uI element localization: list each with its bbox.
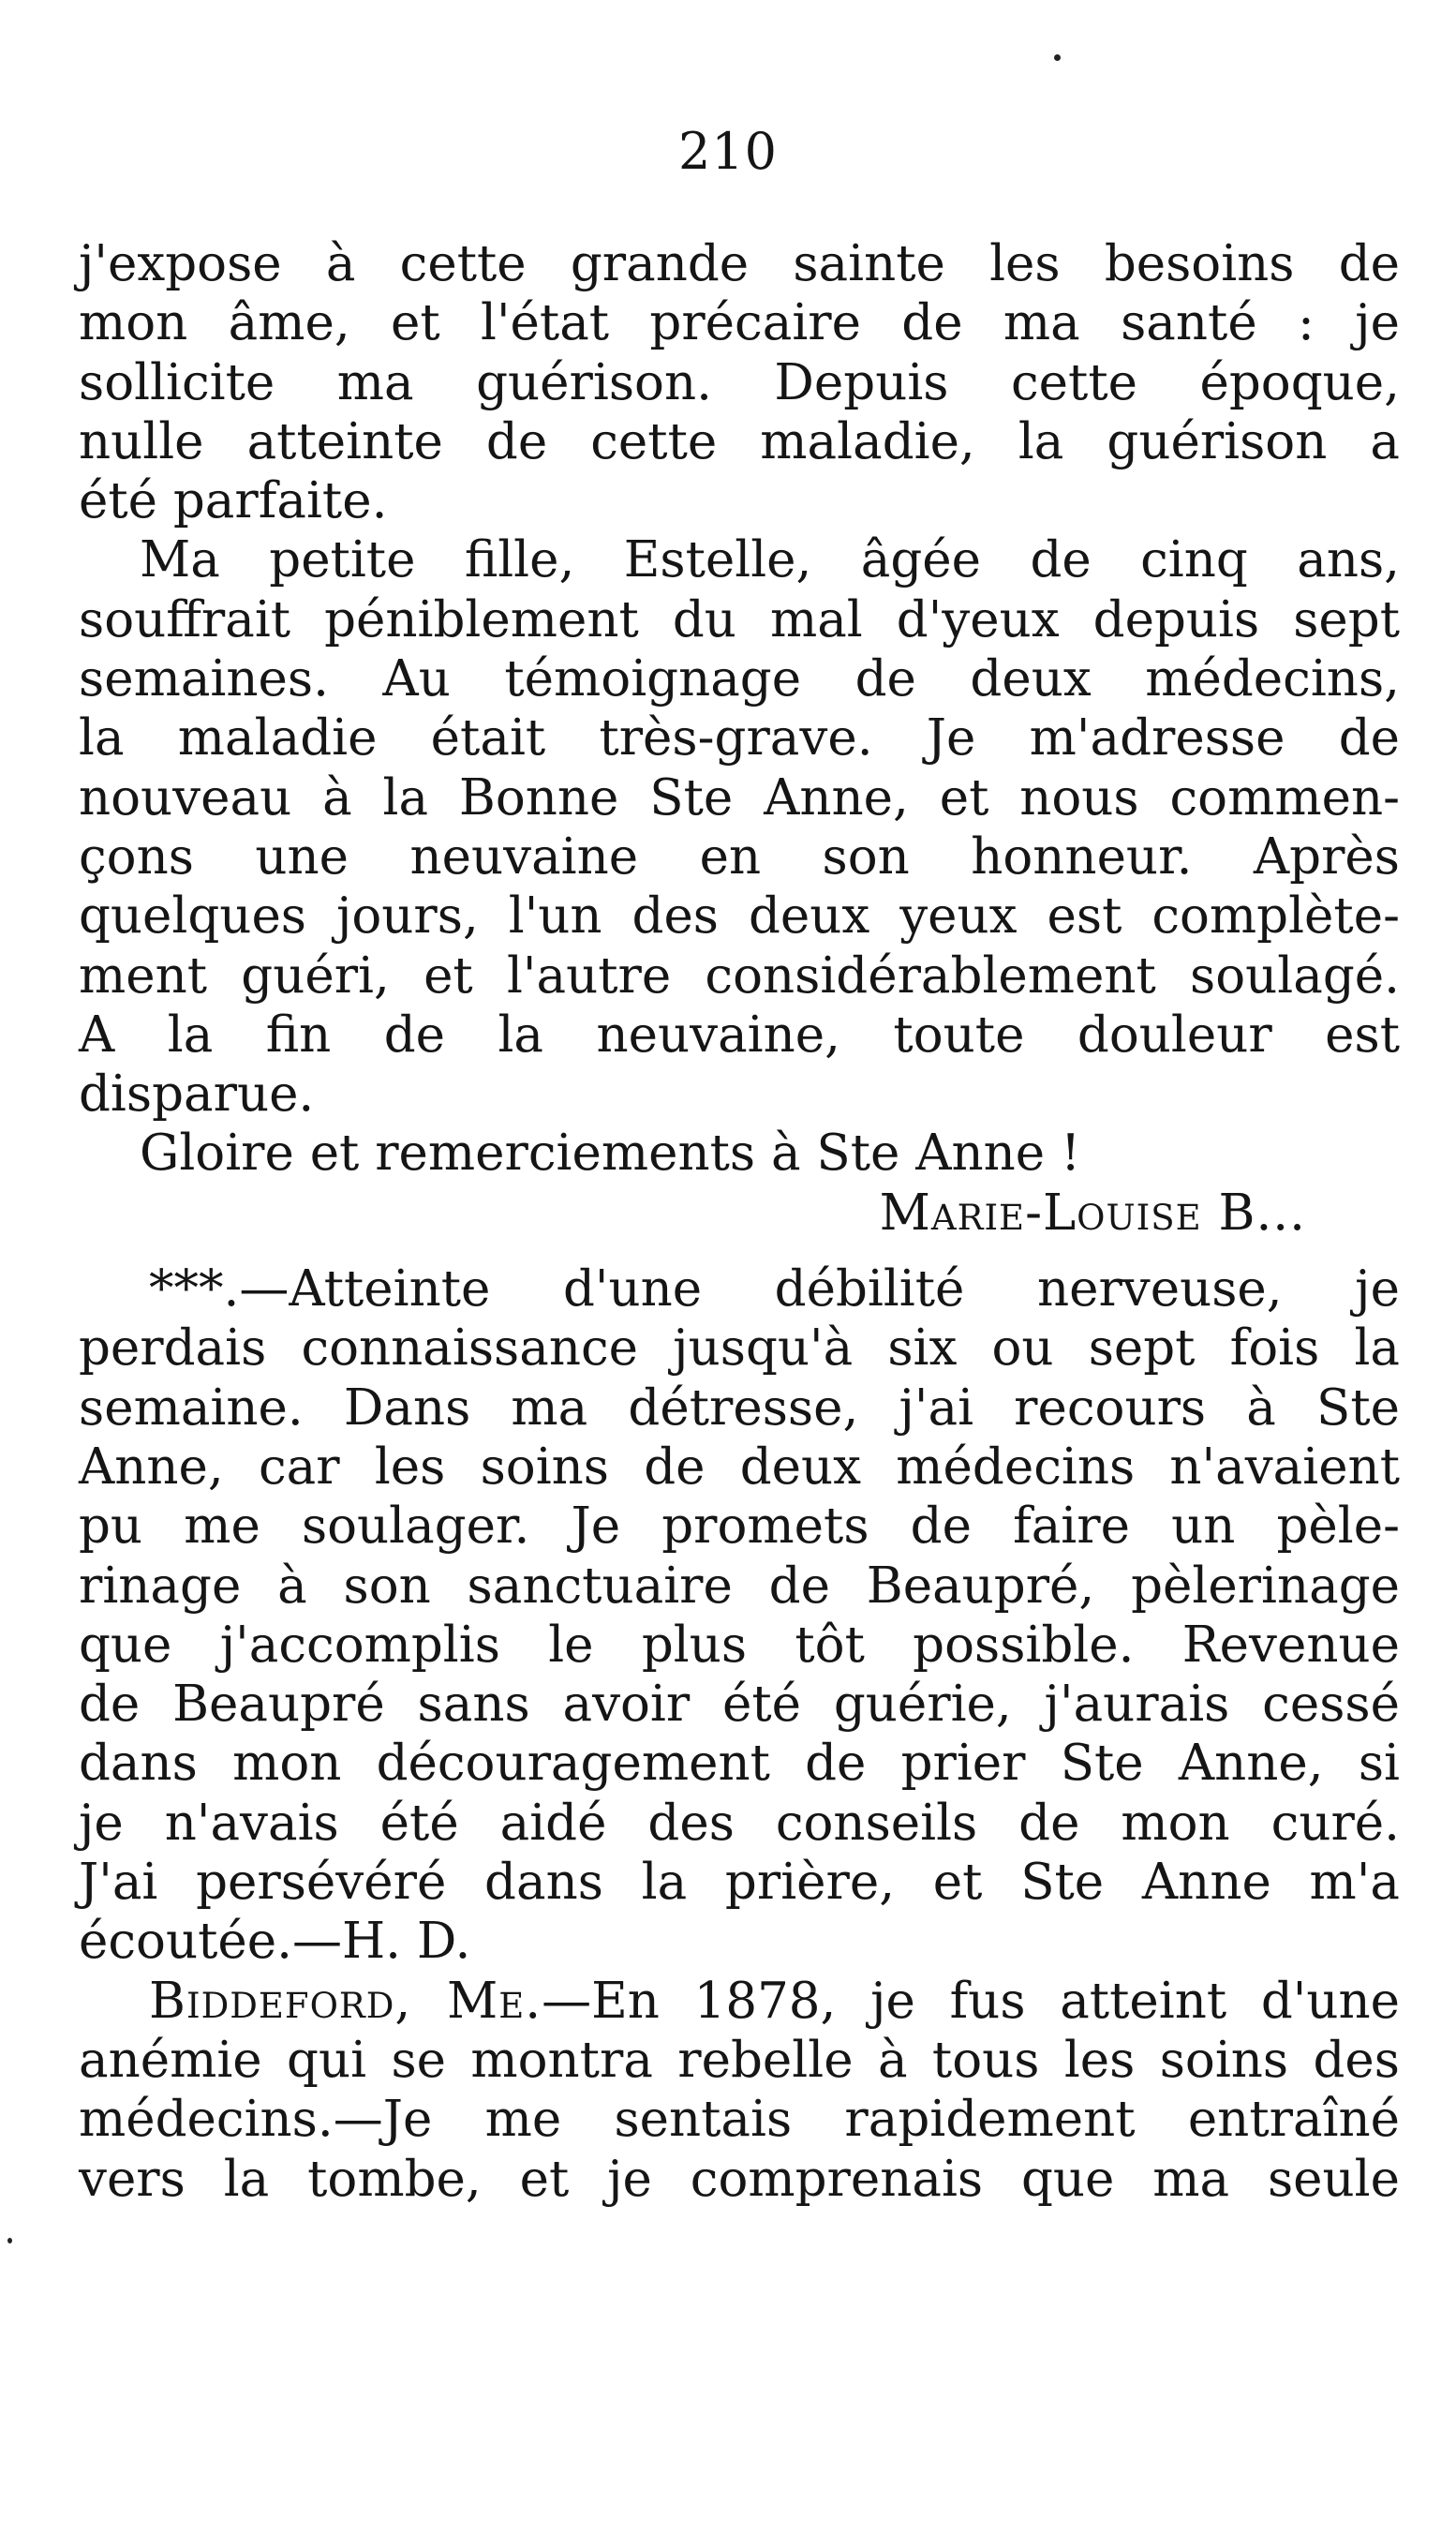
- text-line: semaines. Au témoignage de deux médecins,: [79, 650, 1400, 708]
- text-line: semaine. Dans ma détresse, j'ai recours à Ste: [79, 1378, 1400, 1437]
- text-line: j'expose à cette grande sainte les besoins de: [79, 235, 1400, 292]
- text-line: A la fin de la neuvaine, toute douleur est: [79, 1006, 1400, 1064]
- text-line: nouveau à la Bonne Ste Anne, et nous commen-: [79, 768, 1400, 827]
- text-line: Ma petite fille, Estelle, âgée de cinq ans,: [140, 531, 1400, 589]
- text-line: nulle atteinte de cette maladie, la guérison a: [79, 412, 1400, 470]
- text-line: disparue.: [79, 1065, 315, 1124]
- text-line: J'ai persévéré dans la prière, et Ste Anne m'a: [79, 1854, 1400, 1912]
- text-line: Gloire et remerciements à Ste Anne !: [140, 1125, 1081, 1183]
- text-line: été parfaite.: [79, 472, 388, 530]
- text-line: dans mon découragement de prier Ste Anne, si: [79, 1735, 1400, 1793]
- text-line: ***.—Atteinte d'une débilité nerveuse, je: [149, 1260, 1400, 1319]
- text-line: la maladie était très-grave. Je m'adresse de: [79, 709, 1400, 767]
- text-line: ment guéri, et l'autre considérablement soulagé.: [79, 946, 1400, 1005]
- text-line: sollicite ma guérison. Depuis cette époque,: [79, 353, 1400, 411]
- text-line: quelques jours, l'un des deux yeux est complète-: [79, 887, 1400, 946]
- text-line: écoutée.—H. D.: [79, 1913, 471, 1971]
- text-segment: —En 1878, je fus atteint d'une: [542, 1972, 1400, 2030]
- ink-speck: [7, 2238, 12, 2243]
- text-line: çons une neuvaine en son honneur. Après: [79, 827, 1400, 886]
- text-line: médecins.—Je me sentais rapidement entraîné: [79, 2091, 1400, 2149]
- text-line: rinage à son sanctuaire de Beaupré, pèlerinage: [79, 1557, 1400, 1615]
- text-line: anémie qui se montra rebelle à tous les soins des: [79, 2031, 1400, 2089]
- text-line: vers la tombe, et je comprenais que ma seule: [79, 2150, 1400, 2208]
- text-line: perdais connaissance jusqu'à six ou sept fois la: [79, 1319, 1400, 1378]
- text-line: je n'avais été aidé des conseils de mon curé.: [79, 1794, 1400, 1852]
- body-text: [79, 234, 1400, 2209]
- text-line: mon âme, et l'état précaire de ma santé : je: [79, 294, 1400, 352]
- text-line: Anne, car les soins de deux médecins n'avaient: [79, 1438, 1400, 1496]
- text-line: pu me soulager. Je promets de faire un pèle-: [79, 1498, 1400, 1556]
- text-line: [79, 1972, 1400, 2031]
- signature: Marie-Louise B...: [879, 1184, 1306, 1242]
- place-name: Biddeford, Me.: [149, 1972, 542, 2030]
- text-line: souffrait péniblement du mal d'yeux depuis sept: [79, 590, 1400, 648]
- text-line: que j'accomplis le plus tôt possible. Revenue: [79, 1616, 1400, 1674]
- text-line: de Beaupré sans avoir été guérie, j'aurais cessé: [79, 1676, 1400, 1734]
- page-number: 210: [677, 122, 779, 181]
- ink-speck: [1054, 54, 1061, 61]
